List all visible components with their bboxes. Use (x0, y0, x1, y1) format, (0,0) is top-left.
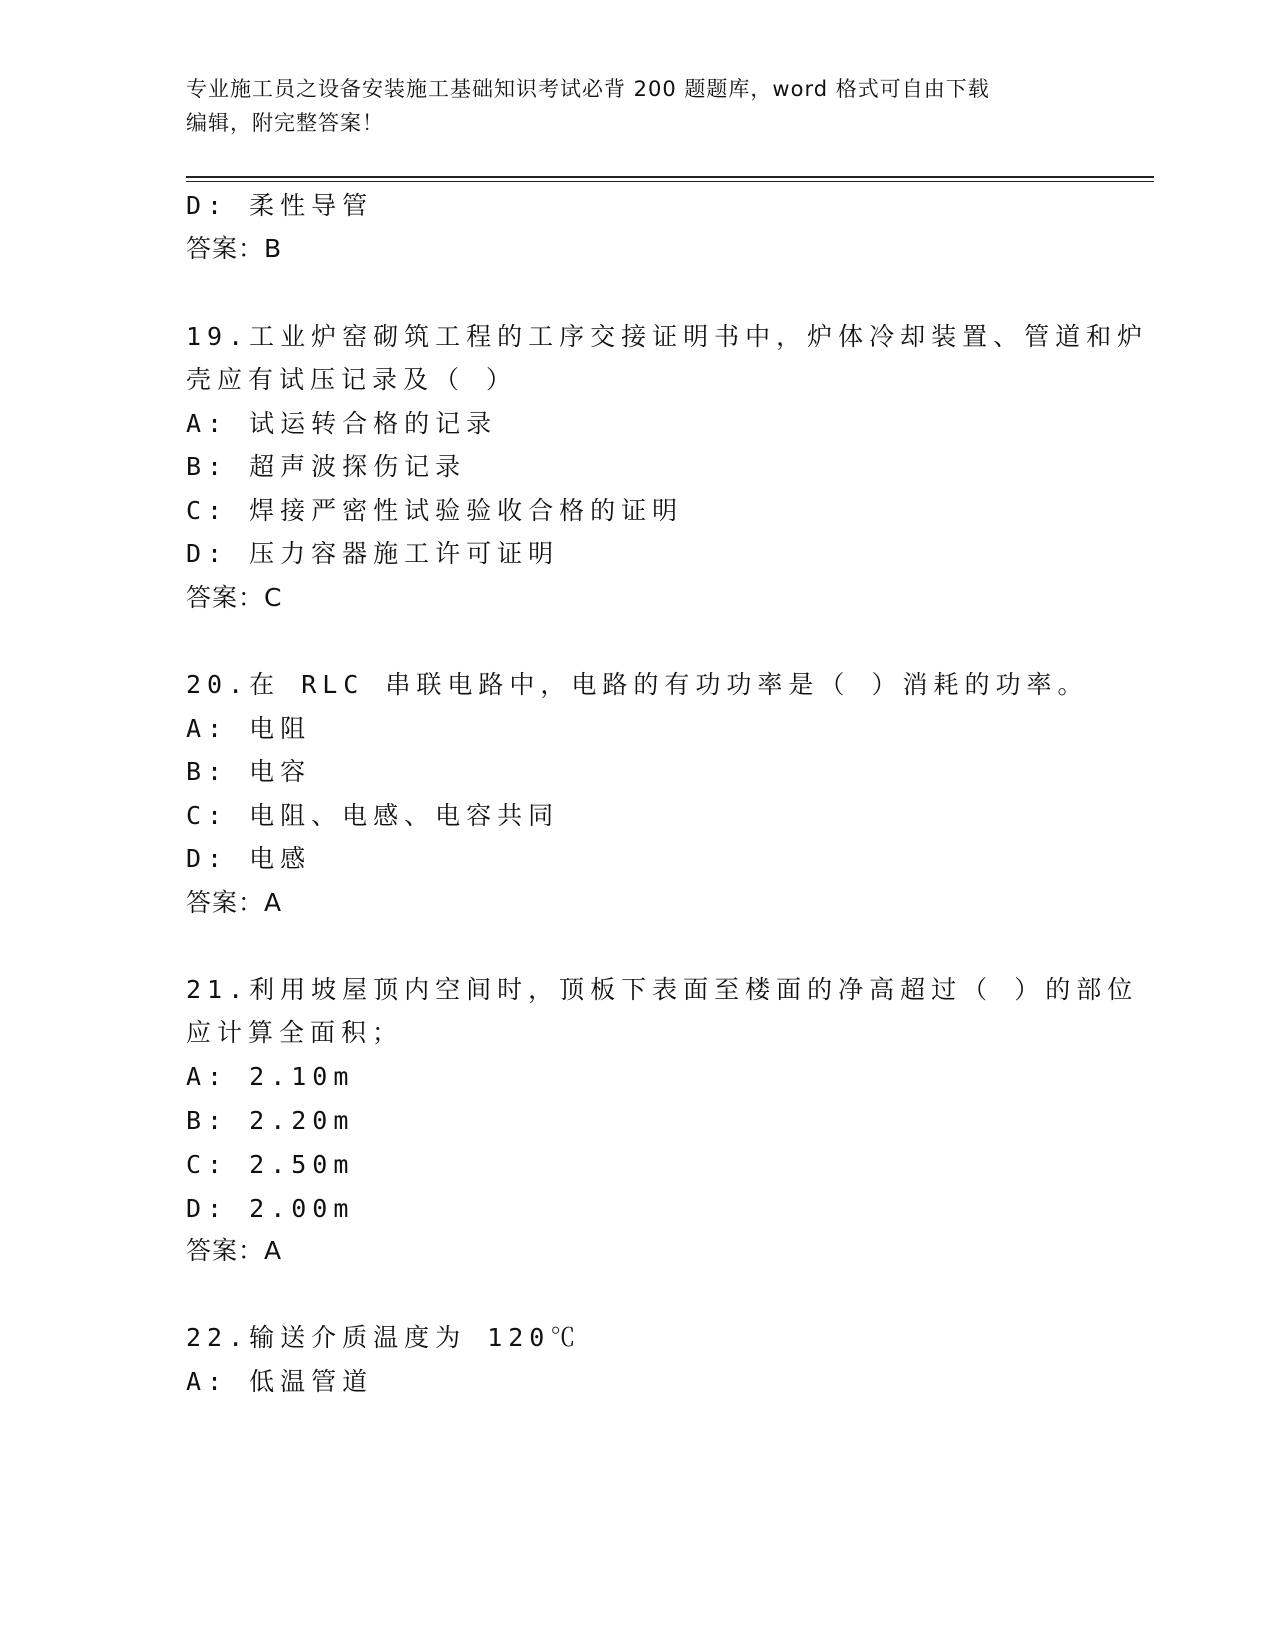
option-a-q19: A: 试运转合格的记录 (186, 409, 498, 438)
header-line-1: 专业施工员之设备安装施工基础知识考试必背 200 题题库，word 格式可自由下载 (186, 77, 990, 101)
option-c-q19: C: 焊接严密性试验验收合格的证明 (186, 496, 684, 525)
option-a-q20: A: 电阻 (186, 714, 312, 743)
document-header (186, 72, 1066, 140)
answer-q18: 答案：B (186, 234, 283, 263)
option-c-q21: C: 2.50m (186, 1150, 355, 1179)
question-21-line-2: 应计算全面积； (186, 1018, 404, 1047)
question-21-line-1: 21.利用坡屋顶内空间时，顶板下表面至楼面的净高超过（ ）的部位 (186, 975, 1139, 1004)
answer-q19: 答案：C (186, 583, 283, 612)
option-a-q21: A: 2.10m (186, 1062, 355, 1091)
option-d-q19: D: 压力容器施工许可证明 (186, 539, 560, 568)
option-b-q21: B: 2.20m (186, 1106, 355, 1135)
option-d-q18: D: 柔性导管 (186, 191, 374, 220)
answer-q20: 答案：A (186, 888, 283, 917)
header-line-2: 编辑，附完整答案！ (186, 111, 384, 135)
answer-q21: 答案：A (186, 1236, 283, 1265)
header-divider-thick (186, 176, 1154, 178)
option-d-q20: D: 电感 (186, 844, 312, 873)
option-b-q19: B: 超声波探伤记录 (186, 452, 467, 481)
question-20-line-1: 20.在 RLC 串联电路中，电路的有功功率是（ ）消耗的功率。 (186, 670, 1089, 699)
option-a-q22: A: 低温管道 (186, 1367, 374, 1396)
question-22-line-1: 22.输送介质温度为 120℃ (186, 1323, 582, 1352)
option-c-q20: C: 电阻、电感、电容共同 (186, 801, 560, 830)
question-19-line-2: 壳应有试压记录及（ ） (186, 365, 518, 394)
option-b-q20: B: 电容 (186, 757, 312, 786)
header-divider-thin (186, 181, 1154, 182)
option-d-q21: D: 2.00m (186, 1194, 355, 1223)
question-19-line-1: 19.工业炉窑砌筑工程的工序交接证明书中，炉体冷却装置、管道和炉 (186, 322, 1149, 351)
